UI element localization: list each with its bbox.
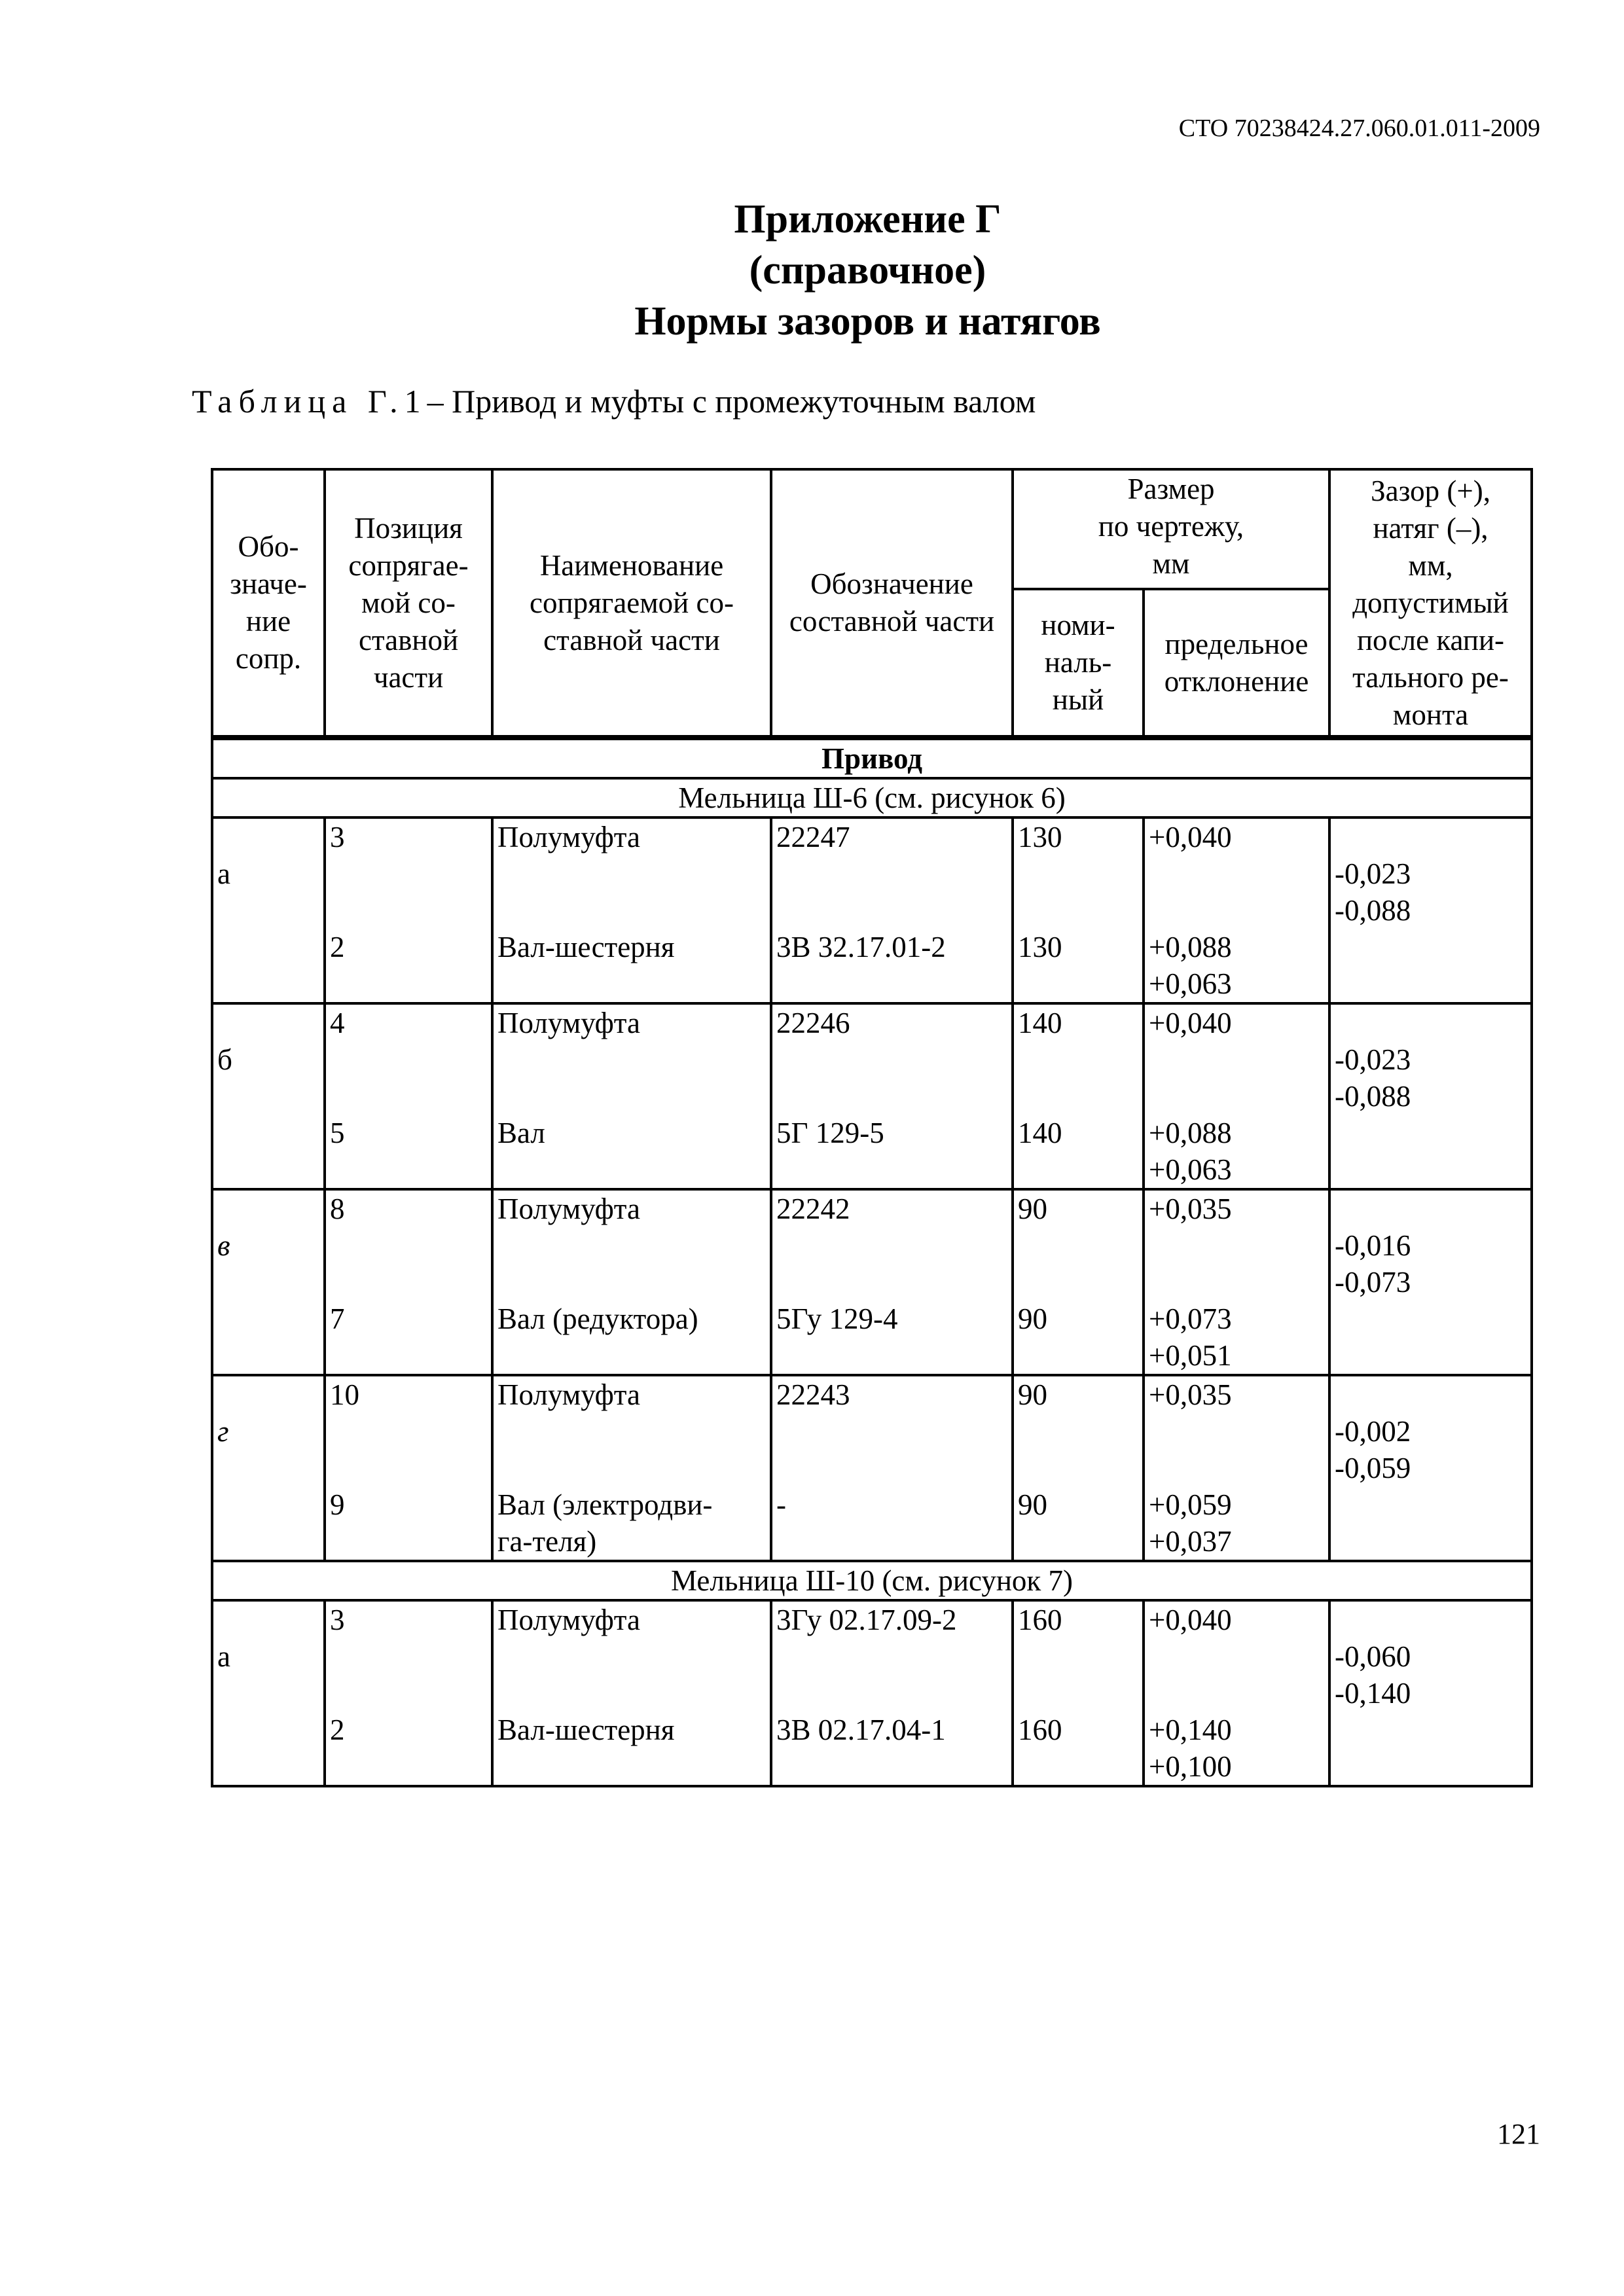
- joint-deviation: +0,063: [1149, 967, 1232, 1000]
- joint-nominal-size: 140: [1018, 1007, 1062, 1039]
- joint-deviation: [1149, 1450, 1324, 1486]
- joint-part-name: [497, 892, 766, 929]
- joint-nominal-size-cell: [1013, 1375, 1144, 1561]
- joint-nominal-size-cell: [1013, 1003, 1144, 1189]
- joint-designation: г: [217, 1415, 229, 1448]
- joint-deviation-cell: [1144, 817, 1329, 1003]
- joint-gap: [1335, 1300, 1526, 1337]
- joint-part-name: Полумуфта: [497, 1378, 640, 1411]
- joint-deviation: +0,088: [1149, 931, 1232, 963]
- joint-nominal-size: [1018, 1151, 1138, 1188]
- joint-gap: [1335, 1337, 1526, 1374]
- header-size: Размер по чертежу, мм: [1013, 469, 1329, 589]
- joint-part-name: [497, 1227, 766, 1264]
- table-caption-label: Таблица Г.1: [192, 383, 427, 420]
- joint-gap: -0,088: [1335, 894, 1411, 927]
- joint-position: [330, 1523, 487, 1560]
- joint-gap: [1335, 1712, 1526, 1748]
- joint-gap: -0,140: [1335, 1677, 1411, 1710]
- joint-gap: [1335, 1602, 1526, 1638]
- joint-deviation: +0,063: [1149, 1153, 1232, 1186]
- joint-position: 9: [330, 1488, 345, 1521]
- header-nominal: номи- наль- ный: [1013, 589, 1144, 736]
- joint-deviation: +0,073: [1149, 1302, 1232, 1335]
- joint-part-name: Полумуфта: [497, 821, 640, 853]
- joint-gap: -0,023: [1335, 857, 1411, 890]
- joint-part-code: 22246: [776, 1007, 850, 1039]
- joint-gap: -0,059: [1335, 1452, 1411, 1484]
- header-deviation: предельное отклонение: [1144, 589, 1329, 736]
- joint-deviation-cell: [1144, 1600, 1329, 1786]
- appendix-subject: Нормы зазоров и натягов: [634, 299, 1101, 344]
- joint-position: [330, 1078, 487, 1115]
- joint-position: [330, 1264, 487, 1300]
- joint-nominal-size: [1018, 1450, 1138, 1486]
- joint-part-code-cell: [771, 817, 1013, 1003]
- joint-deviation: [1149, 1638, 1324, 1675]
- joint-part-code: 3Гу 02.17.09-2: [776, 1604, 957, 1636]
- doc-code: СТО 70238424.27.060.01.011-2009: [1178, 115, 1540, 142]
- joint-deviation: [1149, 1675, 1324, 1712]
- joint-nominal-size: 130: [1018, 821, 1062, 853]
- joint-nominal-size: [1018, 1041, 1138, 1078]
- joint-row: [212, 1189, 1532, 1375]
- joint-part-name: [497, 1041, 766, 1078]
- joint-part-code: [776, 1450, 1007, 1486]
- joint-nominal-size: 160: [1018, 1604, 1062, 1636]
- joint-part-name: Вал-шестерня: [497, 1713, 675, 1746]
- joint-part-code: [776, 1638, 1007, 1675]
- joint-nominal-size: 130: [1018, 931, 1062, 963]
- joint-position: 7: [330, 1302, 345, 1335]
- joint-position: 2: [330, 1713, 345, 1746]
- joint-position: [330, 1337, 487, 1374]
- joint-designation-cell: [212, 1189, 325, 1375]
- joint-gap: [1335, 1376, 1526, 1413]
- joint-gap-cell: [1329, 1375, 1532, 1561]
- group-row: [212, 1561, 1532, 1600]
- joint-part-name: Полумуфта: [497, 1193, 640, 1225]
- joint-part-name: [497, 1151, 766, 1188]
- joint-position: 5: [330, 1117, 345, 1149]
- joint-position: [330, 892, 487, 929]
- joint-part-code: 5Г 129-5: [776, 1117, 884, 1149]
- joint-nominal-size: [1018, 855, 1138, 892]
- joint-part-code: 3В 32.17.01-2: [776, 931, 946, 963]
- joint-nominal-size: 140: [1018, 1117, 1062, 1149]
- joint-gap: [1335, 1191, 1526, 1227]
- joint-part-name: [497, 1748, 766, 1785]
- joint-nominal-size: [1018, 1675, 1138, 1712]
- joint-part-name: [497, 1337, 766, 1374]
- joint-position: [330, 1041, 487, 1078]
- joint-deviation: +0,059: [1149, 1488, 1232, 1521]
- joint-position: [330, 1638, 487, 1675]
- joint-designation-cell: [212, 1375, 325, 1561]
- joint-part-code-cell: [771, 1189, 1013, 1375]
- joint-part-code-cell: [771, 1003, 1013, 1189]
- joint-part-name-cell: [492, 817, 771, 1003]
- joint-designation-cell: [212, 1003, 325, 1189]
- header-part-code: Обозначение составной части: [771, 469, 1013, 736]
- joint-part-name-cell: [492, 1003, 771, 1189]
- norms-table: [211, 468, 1533, 1787]
- joint-deviation: [1149, 1264, 1324, 1300]
- joint-deviation: +0,040: [1149, 821, 1232, 853]
- joint-gap: [1335, 1115, 1526, 1151]
- joint-nominal-size: 90: [1018, 1488, 1047, 1521]
- joint-deviation: +0,100: [1149, 1750, 1232, 1783]
- joint-part-code: [776, 1041, 1007, 1078]
- joint-nominal-size: 160: [1018, 1713, 1062, 1746]
- joint-gap: -0,060: [1335, 1640, 1411, 1673]
- joint-designation: б: [217, 1043, 232, 1076]
- joint-nominal-size: [1018, 965, 1138, 1002]
- joint-nominal-size-cell: [1013, 817, 1144, 1003]
- joint-designation-cell: [212, 1600, 325, 1786]
- joint-position: [330, 1748, 487, 1785]
- joint-part-name: [497, 1675, 766, 1712]
- joint-gap: -0,023: [1335, 1043, 1411, 1076]
- joint-part-code: [776, 855, 1007, 892]
- joint-deviation: +0,140: [1149, 1713, 1232, 1746]
- joint-part-name: Вал (редуктора): [497, 1302, 698, 1335]
- joint-gap: -0,088: [1335, 1080, 1411, 1113]
- joint-position: [330, 1675, 487, 1712]
- joint-deviation-cell: [1144, 1189, 1329, 1375]
- joint-part-name: [497, 1413, 766, 1450]
- table-caption: [192, 382, 1036, 420]
- joint-part-code: [776, 1523, 1007, 1560]
- section-title: Привод: [212, 739, 1532, 778]
- joint-part-code-cell: [771, 1375, 1013, 1561]
- joint-row: [212, 817, 1532, 1003]
- group-row: [212, 778, 1532, 817]
- joint-designation: а: [217, 1640, 230, 1673]
- joint-deviation: +0,040: [1149, 1604, 1232, 1636]
- joint-nominal-size: [1018, 1264, 1138, 1300]
- joint-position: [330, 1227, 487, 1264]
- joint-deviation: [1149, 892, 1324, 929]
- joint-position: [330, 965, 487, 1002]
- joint-row: [212, 1600, 1532, 1786]
- joint-deviation: [1149, 1078, 1324, 1115]
- joint-part-code: [776, 1413, 1007, 1450]
- joint-gap: -0,073: [1335, 1266, 1411, 1299]
- joint-position-cell: [325, 1189, 492, 1375]
- joint-nominal-size: [1018, 892, 1138, 929]
- joint-position-cell: [325, 817, 492, 1003]
- joint-nominal-size: [1018, 1523, 1138, 1560]
- joint-part-name: Вал (электродви-: [497, 1488, 713, 1521]
- joint-deviation: +0,035: [1149, 1378, 1232, 1411]
- joint-part-code: 22243: [776, 1378, 850, 1411]
- page-number: 121: [1497, 2118, 1540, 2150]
- section-row: [212, 739, 1532, 778]
- joint-nominal-size: [1018, 1413, 1138, 1450]
- joint-part-code: [776, 1264, 1007, 1300]
- joint-nominal-size-cell: [1013, 1189, 1144, 1375]
- joint-gap: -0,016: [1335, 1229, 1411, 1262]
- joint-part-name: Вал-шестерня: [497, 931, 675, 963]
- joint-part-code: [776, 1337, 1007, 1374]
- joint-deviation: [1149, 1413, 1324, 1450]
- joint-gap: [1335, 1005, 1526, 1041]
- joint-part-name-cell: [492, 1600, 771, 1786]
- joint-nominal-size: 90: [1018, 1302, 1047, 1335]
- header-position: Позиция сопрягае- мой со- ставной части: [325, 469, 492, 736]
- joint-gap-cell: [1329, 1189, 1532, 1375]
- joint-deviation: +0,051: [1149, 1339, 1232, 1372]
- table-body: [212, 736, 1532, 1786]
- joint-part-code: [776, 1078, 1007, 1115]
- joint-part-code: 22247: [776, 821, 850, 853]
- joint-designation-cell: [212, 817, 325, 1003]
- joint-nominal-size: [1018, 1748, 1138, 1785]
- joint-deviation: [1149, 1041, 1324, 1078]
- joint-row: [212, 1003, 1532, 1189]
- appendix-kind: (справочное): [749, 248, 986, 293]
- joint-nominal-size: [1018, 1078, 1138, 1115]
- header-name: Наименование сопрягаемой со- ставной части: [492, 469, 771, 736]
- joint-gap: [1335, 929, 1526, 965]
- joint-part-name: Полумуфта: [497, 1007, 640, 1039]
- joint-position: [330, 1450, 487, 1486]
- joint-deviation: [1149, 1227, 1324, 1264]
- joint-position: 3: [330, 821, 345, 853]
- joint-deviation: +0,088: [1149, 1117, 1232, 1149]
- joint-deviation: +0,037: [1149, 1525, 1232, 1558]
- joint-part-name: [497, 855, 766, 892]
- joint-gap: [1335, 1151, 1526, 1188]
- joint-part-code: [776, 1227, 1007, 1264]
- joint-nominal-size: [1018, 1337, 1138, 1374]
- joint-position: [330, 1413, 487, 1450]
- joint-part-name: [497, 1450, 766, 1486]
- group-subtitle: Мельница Ш-6 (см. рисунок 6): [212, 778, 1532, 817]
- joint-gap-cell: [1329, 1003, 1532, 1189]
- table-caption-text: – Привод и муфты с промежуточным валом: [427, 383, 1036, 420]
- header-gap: Зазор (+), натяг (–), мм, допустимый после капи- тального ре- монта: [1329, 469, 1532, 736]
- joint-designation: а: [217, 857, 230, 890]
- joint-part-name: [497, 965, 766, 1002]
- joint-gap: [1335, 965, 1526, 1002]
- joint-deviation: +0,040: [1149, 1007, 1232, 1039]
- joint-gap: [1335, 1486, 1526, 1523]
- joint-nominal-size: [1018, 1638, 1138, 1675]
- joint-part-name-cell: [492, 1189, 771, 1375]
- joint-part-name: га-теля): [497, 1525, 597, 1558]
- joint-part-name: [497, 1264, 766, 1300]
- joint-part-name: [497, 1078, 766, 1115]
- joint-position: 8: [330, 1193, 345, 1225]
- joint-gap: [1335, 1748, 1526, 1785]
- joint-deviation: +0,035: [1149, 1193, 1232, 1225]
- joint-deviation-cell: [1144, 1375, 1329, 1561]
- joint-gap-cell: [1329, 1600, 1532, 1786]
- joint-part-name: Полумуфта: [497, 1604, 640, 1636]
- joint-gap: [1335, 1523, 1526, 1560]
- joint-part-code: 22242: [776, 1193, 850, 1225]
- joint-part-name: [497, 1638, 766, 1675]
- joint-position: 3: [330, 1604, 345, 1636]
- joint-part-name-cell: [492, 1375, 771, 1561]
- joint-part-code: [776, 1675, 1007, 1712]
- joint-nominal-size: [1018, 1227, 1138, 1264]
- header-designation: Обо- значе- ние сопр.: [212, 469, 325, 736]
- joint-position: [330, 1151, 487, 1188]
- joint-position: 4: [330, 1007, 345, 1039]
- joint-position: 2: [330, 931, 345, 963]
- joint-gap-cell: [1329, 817, 1532, 1003]
- joint-designation: в: [217, 1229, 230, 1262]
- joint-deviation: [1149, 855, 1324, 892]
- joint-nominal-size: 90: [1018, 1193, 1047, 1225]
- joint-deviation-cell: [1144, 1003, 1329, 1189]
- joint-part-code-cell: [771, 1600, 1013, 1786]
- joint-gap: [1335, 819, 1526, 855]
- appendix-heading: [0, 194, 1624, 347]
- joint-part-code: 5Гу 129-4: [776, 1302, 898, 1335]
- joint-nominal-size-cell: [1013, 1600, 1144, 1786]
- joint-part-code: 3В 02.17.04-1: [776, 1713, 946, 1746]
- joint-part-code: -: [776, 1488, 786, 1521]
- joint-nominal-size: 90: [1018, 1378, 1047, 1411]
- appendix-title: Приложение Г: [734, 197, 1001, 242]
- joint-part-code: [776, 1748, 1007, 1785]
- group-subtitle: Мельница Ш-10 (см. рисунок 7): [212, 1561, 1532, 1600]
- joint-part-name: Вал: [497, 1117, 545, 1149]
- joint-position-cell: [325, 1375, 492, 1561]
- joint-part-code: [776, 1151, 1007, 1188]
- joint-position-cell: [325, 1600, 492, 1786]
- joint-part-code: [776, 892, 1007, 929]
- joint-position-cell: [325, 1003, 492, 1189]
- joint-position: [330, 855, 487, 892]
- joint-row: [212, 1375, 1532, 1561]
- joint-position: 10: [330, 1378, 359, 1411]
- joint-part-code: [776, 965, 1007, 1002]
- joint-gap: -0,002: [1335, 1415, 1411, 1448]
